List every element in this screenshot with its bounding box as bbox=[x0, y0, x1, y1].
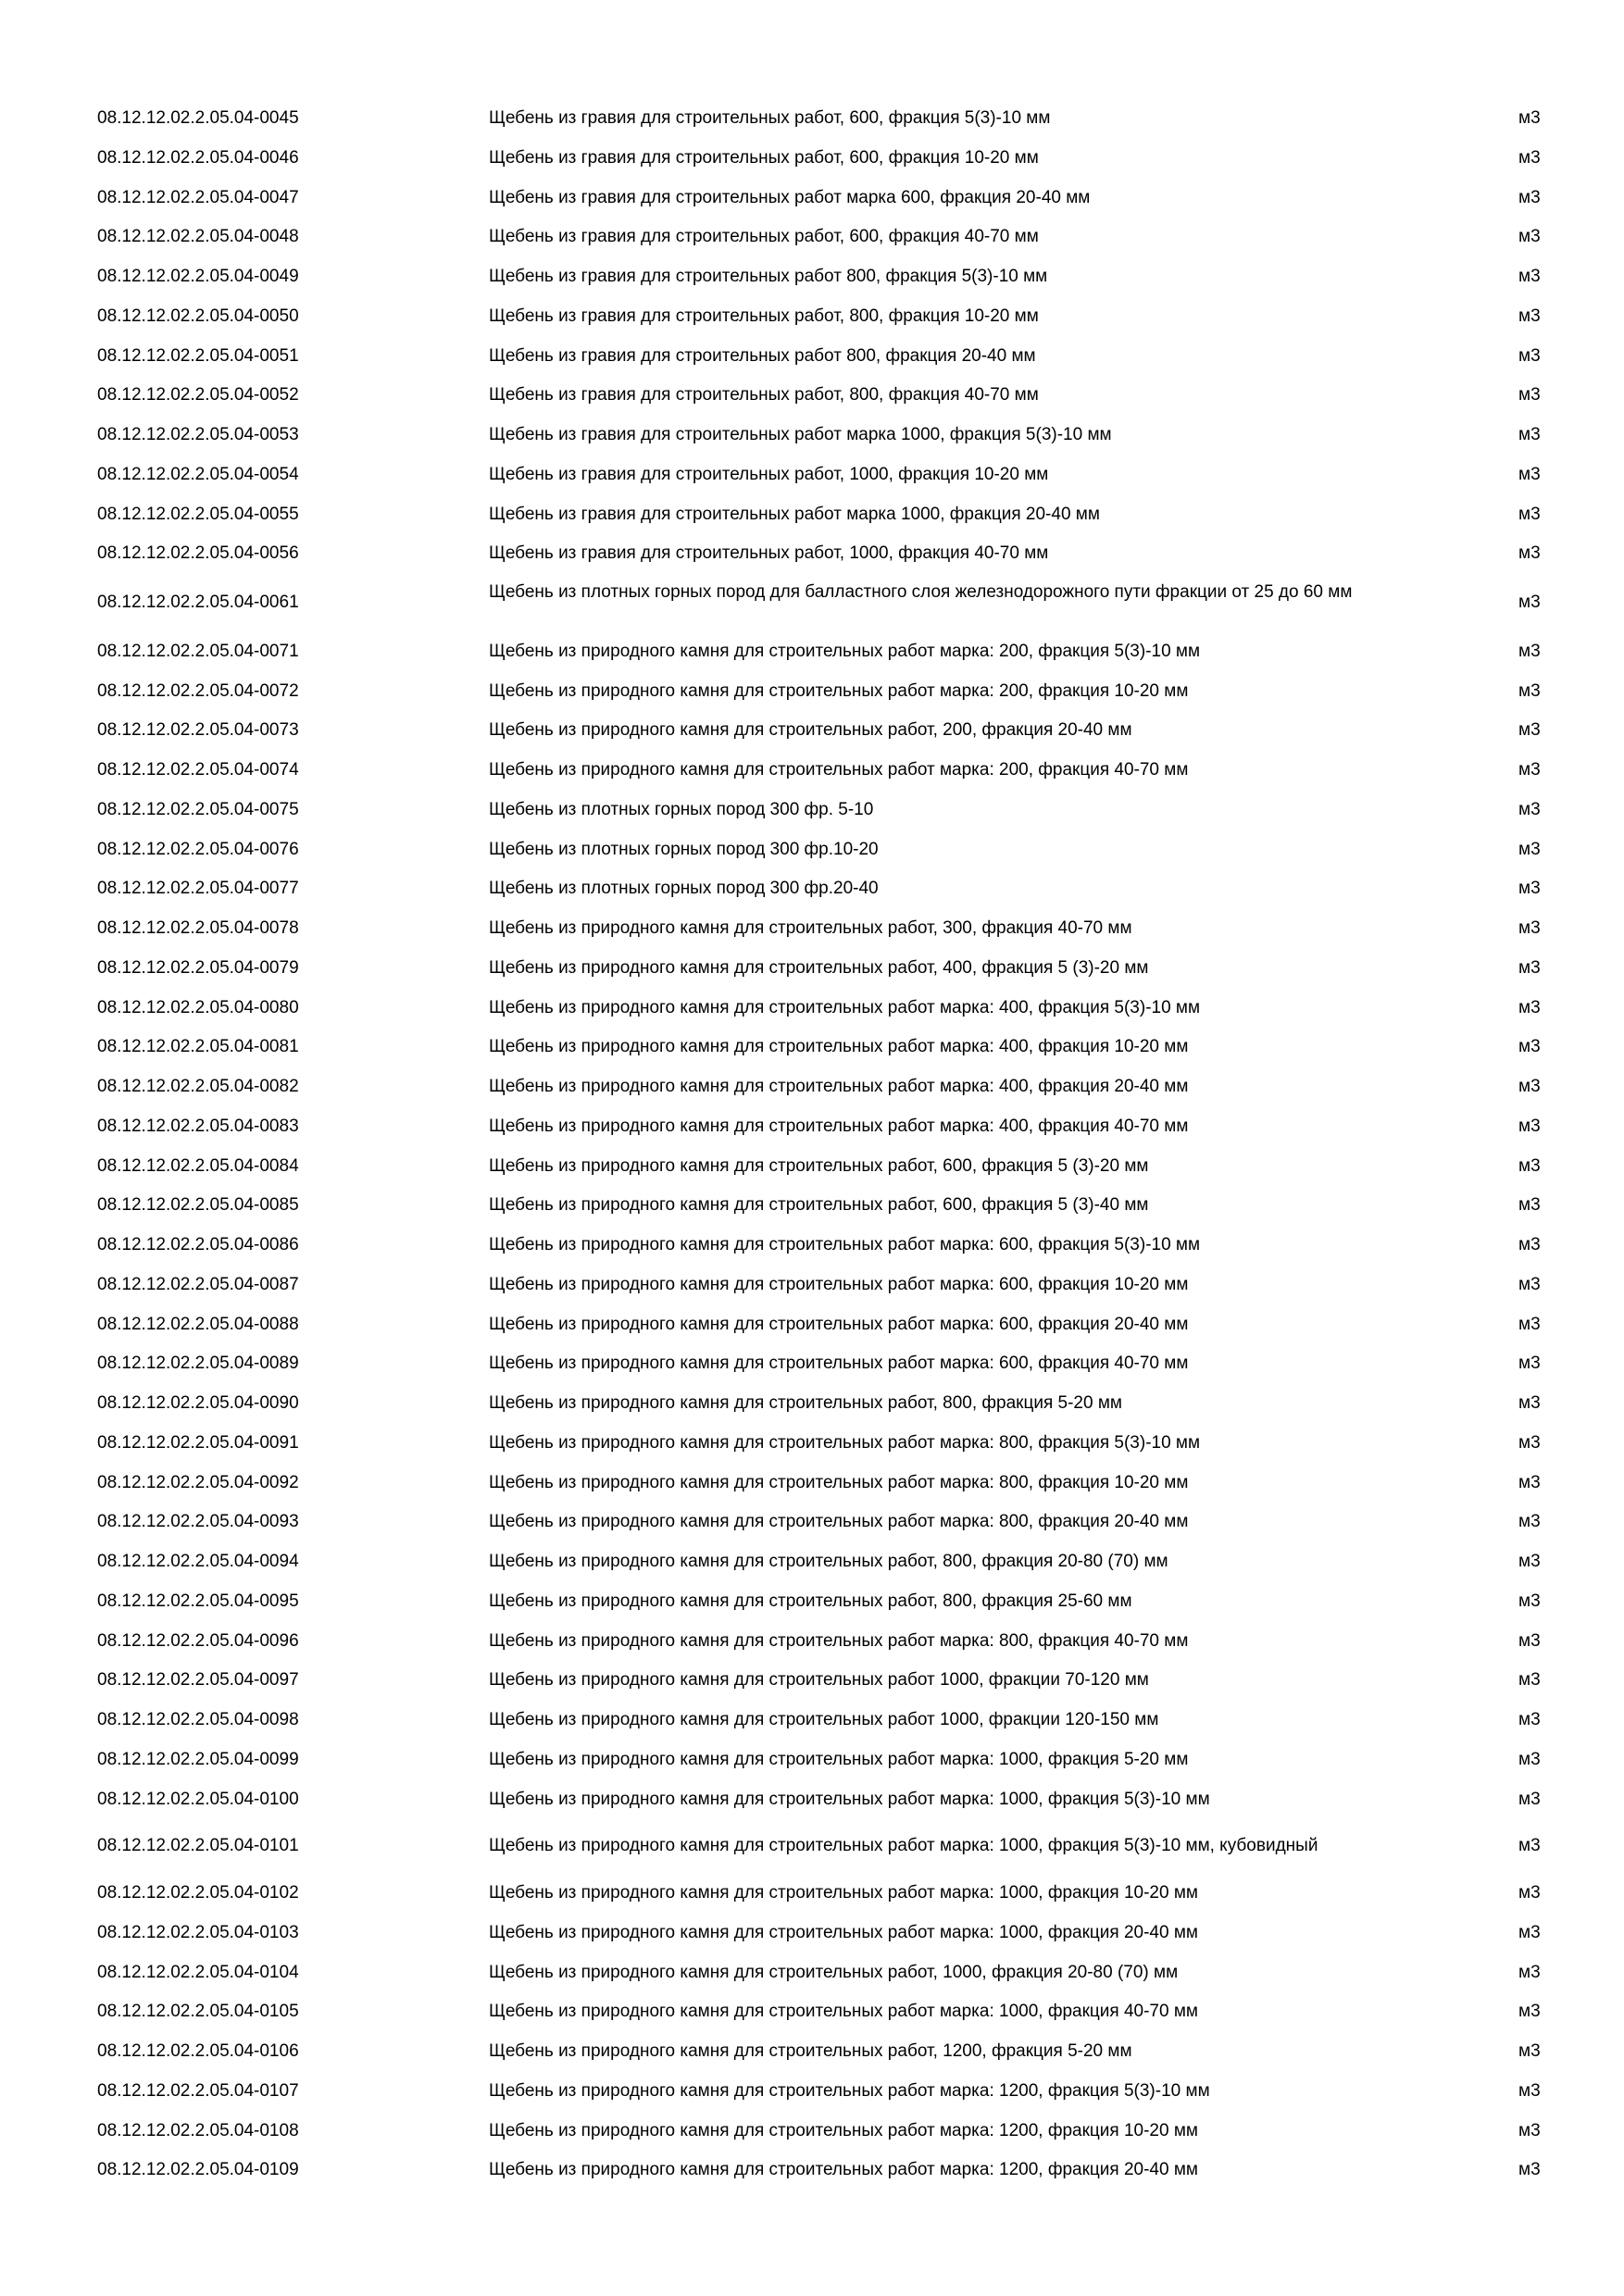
table-row bbox=[0, 582, 1624, 623]
item-code: 08.12.12.02.2.05.04-0087 bbox=[97, 1274, 299, 1294]
item-code: 08.12.12.02.2.05.04-0106 bbox=[97, 2041, 299, 2061]
table-row bbox=[0, 505, 1624, 525]
item-name: Щебень из гравия для строительных работ 800, фракция 5(3)-10 мм bbox=[489, 267, 1048, 286]
table-row bbox=[0, 1077, 1624, 1097]
item-unit: м3 bbox=[1518, 345, 1541, 366]
table-row bbox=[0, 2041, 1624, 2062]
table-row bbox=[0, 1631, 1624, 1652]
item-unit: м3 bbox=[1518, 1591, 1541, 1611]
item-unit: м3 bbox=[1518, 1922, 1541, 1942]
item-unit: м3 bbox=[1518, 425, 1541, 444]
table-row bbox=[0, 918, 1624, 939]
item-code: 08.12.12.02.2.05.04-0091 bbox=[97, 1432, 299, 1453]
item-unit: м3 bbox=[1518, 1037, 1541, 1057]
table-row bbox=[0, 1750, 1624, 1770]
item-unit: м3 bbox=[1518, 2041, 1541, 2061]
item-unit: м3 bbox=[1518, 1836, 1541, 1856]
table-row bbox=[0, 2121, 1624, 2141]
item-code: 08.12.12.02.2.05.04-0056 bbox=[97, 543, 299, 564]
item-name: Щебень из природного камня для строительных работ марка: 1000, фракция 10-20 мм bbox=[489, 1883, 1198, 1903]
item-name: Щебень из природного камня для строительных работ, 1000, фракция 20-80 (70) мм bbox=[489, 1962, 1179, 1982]
item-name: Щебень из природного камня для строительных работ марка: 600, фракция 40-70 мм bbox=[489, 1354, 1189, 1374]
item-unit: м3 bbox=[1518, 1883, 1541, 1903]
item-name: Щебень из природного камня для строительных работ марка: 1000, фракция 40-70 мм bbox=[489, 2002, 1198, 2022]
table-row bbox=[0, 681, 1624, 702]
item-code: 08.12.12.02.2.05.04-0074 bbox=[97, 760, 299, 780]
item-name: Щебень из природного камня для строительных работ марка: 1200, фракция 20-40 мм bbox=[489, 2160, 1198, 2180]
table-row bbox=[0, 1433, 1624, 1454]
item-unit: м3 bbox=[1518, 839, 1541, 859]
item-code: 08.12.12.02.2.05.04-0077 bbox=[97, 879, 299, 899]
item-code: 08.12.12.02.2.05.04-0072 bbox=[97, 680, 299, 701]
item-name: Щебень из природного камня для строительных работ марка: 200, фракция 10-20 мм bbox=[489, 680, 1189, 701]
item-name: Щебень из природного камня для строительных работ марка: 1200, фракция 10-20 мм bbox=[489, 2120, 1198, 2140]
item-unit: м3 bbox=[1518, 108, 1541, 128]
item-name: Щебень из плотных горных пород 300 фр. 5-10 bbox=[489, 799, 874, 819]
item-unit: м3 bbox=[1518, 1552, 1541, 1571]
item-code: 08.12.12.02.2.05.04-0097 bbox=[97, 1670, 299, 1691]
item-unit: м3 bbox=[1518, 879, 1541, 899]
item-unit: м3 bbox=[1518, 504, 1541, 524]
item-name: Щебень из природного камня для строительных работ марка: 200, фракция 5(3)-10 мм bbox=[489, 641, 1201, 661]
table-row bbox=[0, 1552, 1624, 1572]
item-unit: м3 bbox=[1518, 641, 1541, 661]
item-unit: м3 bbox=[1518, 1274, 1541, 1294]
item-name: Щебень из гравия для строительных работ, 800, фракция 40-70 мм bbox=[489, 385, 1039, 406]
item-name: Щебень из природного камня для строительных работ марка: 1000, фракция 5(3)-10 мм, кубовидный bbox=[489, 1836, 1318, 1856]
table-row bbox=[0, 543, 1624, 564]
item-name: Щебень из природного камня для строительных работ марка: 600, фракция 10-20 мм bbox=[489, 1274, 1189, 1294]
table-row bbox=[0, 958, 1624, 979]
item-unit: м3 bbox=[1518, 1789, 1541, 1809]
item-code: 08.12.12.02.2.05.04-0079 bbox=[97, 957, 299, 978]
item-name: Щебень из природного камня для строительных работ, 300, фракция 40-70 мм bbox=[489, 918, 1132, 938]
table-row bbox=[0, 1393, 1624, 1414]
item-unit: м3 bbox=[1518, 957, 1541, 978]
item-unit: м3 bbox=[1518, 1710, 1541, 1729]
table-row bbox=[0, 1670, 1624, 1691]
item-code: 08.12.12.02.2.05.04-0085 bbox=[97, 1195, 299, 1216]
table-row bbox=[0, 465, 1624, 485]
item-unit: м3 bbox=[1518, 1749, 1541, 1769]
item-code: 08.12.12.02.2.05.04-0103 bbox=[97, 1922, 299, 1942]
table-row bbox=[0, 1235, 1624, 1255]
item-unit: м3 bbox=[1518, 760, 1541, 780]
item-code: 08.12.12.02.2.05.04-0108 bbox=[97, 2120, 299, 2140]
item-code: 08.12.12.02.2.05.04-0088 bbox=[97, 1314, 299, 1334]
item-unit: м3 bbox=[1518, 1670, 1541, 1691]
item-unit: м3 bbox=[1518, 2002, 1541, 2022]
table-row bbox=[0, 1195, 1624, 1216]
item-name: Щебень из природного камня для строительных работ марка: 800, фракция 10-20 мм bbox=[489, 1472, 1189, 1492]
item-code: 08.12.12.02.2.05.04-0093 bbox=[97, 1512, 299, 1532]
item-code: 08.12.12.02.2.05.04-0090 bbox=[97, 1393, 299, 1413]
item-name: Щебень из плотных горных пород 300 фр.10-20 bbox=[489, 839, 879, 859]
item-unit: м3 bbox=[1518, 147, 1541, 168]
table-row bbox=[0, 1591, 1624, 1612]
table-row bbox=[0, 1836, 1624, 1856]
table-row bbox=[0, 1354, 1624, 1374]
item-name: Щебень из гравия для строительных работ марка 1000, фракция 20-40 мм bbox=[489, 504, 1100, 524]
table-row bbox=[0, 188, 1624, 208]
table-row bbox=[0, 1710, 1624, 1730]
table-row bbox=[0, 1923, 1624, 1943]
item-name: Щебень из природного камня для строительных работ марка: 800, фракция 20-40 мм bbox=[489, 1512, 1189, 1532]
item-name: Щебень из гравия для строительных работ 800, фракция 20-40 мм bbox=[489, 345, 1036, 366]
item-unit: м3 bbox=[1518, 1354, 1541, 1374]
item-name: Щебень из природного камня для строительных работ марка: 400, фракция 10-20 мм bbox=[489, 1037, 1189, 1057]
item-name: Щебень из природного камня для строительных работ марка: 200, фракция 40-70 мм bbox=[489, 760, 1189, 780]
item-unit: м3 bbox=[1518, 1077, 1541, 1096]
item-code: 08.12.12.02.2.05.04-0053 bbox=[97, 425, 299, 444]
item-unit: м3 bbox=[1518, 1195, 1541, 1216]
item-name: Щебень из природного камня для строительных работ 1000, фракции 120-150 мм bbox=[489, 1710, 1159, 1729]
table-row bbox=[0, 385, 1624, 406]
item-name: Щебень из природного камня для строительных работ, 800, фракция 5-20 мм bbox=[489, 1393, 1122, 1413]
table-row bbox=[0, 2081, 1624, 2102]
table-row bbox=[0, 1117, 1624, 1137]
item-name: Щебень из гравия для строительных работ марка 600, фракция 20-40 мм bbox=[489, 187, 1091, 207]
item-name: Щебень из природного камня для строительных работ, 600, фракция 5 (3)-20 мм bbox=[489, 1155, 1149, 1176]
item-unit: м3 bbox=[1518, 187, 1541, 207]
table-row bbox=[0, 642, 1624, 662]
item-name: Щебень из природного камня для строительных работ, 600, фракция 5 (3)-40 мм bbox=[489, 1195, 1149, 1216]
item-name: Щебень из плотных горных пород для балластного слоя железнодорожного пути фракции от 25 до 60 мм bbox=[489, 582, 1353, 602]
item-name: Щебень из природного камня для строительных работ марка: 1000, фракция 5-20 мм bbox=[489, 1749, 1189, 1769]
table-row bbox=[0, 879, 1624, 899]
item-code: 08.12.12.02.2.05.04-0092 bbox=[97, 1472, 299, 1492]
item-unit: м3 bbox=[1518, 593, 1541, 612]
item-unit: м3 bbox=[1518, 464, 1541, 484]
item-code: 08.12.12.02.2.05.04-0104 bbox=[97, 1962, 299, 1982]
item-code: 08.12.12.02.2.05.04-0098 bbox=[97, 1710, 299, 1729]
table-row bbox=[0, 1315, 1624, 1335]
item-unit: м3 bbox=[1518, 1512, 1541, 1532]
item-unit: м3 bbox=[1518, 918, 1541, 938]
item-name: Щебень из природного камня для строительных работ марка: 1200, фракция 5(3)-10 мм bbox=[489, 2080, 1210, 2101]
item-code: 08.12.12.02.2.05.04-0089 bbox=[97, 1354, 299, 1374]
table-row bbox=[0, 800, 1624, 820]
table-row bbox=[0, 1156, 1624, 1177]
table-row bbox=[0, 346, 1624, 367]
item-unit: м3 bbox=[1518, 306, 1541, 326]
item-code: 08.12.12.02.2.05.04-0083 bbox=[97, 1116, 299, 1136]
table-row bbox=[0, 108, 1624, 129]
item-name: Щебень из гравия для строительных работ, 600, фракция 10-20 мм bbox=[489, 147, 1039, 168]
item-name: Щебень из гравия для строительных работ, 1000, фракция 40-70 мм bbox=[489, 543, 1049, 564]
item-name: Щебень из гравия для строительных работ, 600, фракция 40-70 мм bbox=[489, 227, 1039, 247]
item-name: Щебень из природного камня для строительных работ марка: 600, фракция 5(3)-10 мм bbox=[489, 1235, 1201, 1254]
table-row bbox=[0, 720, 1624, 741]
item-code: 08.12.12.02.2.05.04-0095 bbox=[97, 1591, 299, 1611]
table-row bbox=[0, 2002, 1624, 2022]
item-code: 08.12.12.02.2.05.04-0096 bbox=[97, 1630, 299, 1651]
item-code: 08.12.12.02.2.05.04-0099 bbox=[97, 1749, 299, 1769]
table-row bbox=[0, 1037, 1624, 1057]
item-code: 08.12.12.02.2.05.04-0101 bbox=[97, 1836, 299, 1856]
item-name: Щебень из природного камня для строительных работ марка: 1000, фракция 20-40 мм bbox=[489, 1922, 1198, 1942]
item-code: 08.12.12.02.2.05.04-0050 bbox=[97, 306, 299, 326]
item-code: 08.12.12.02.2.05.04-0073 bbox=[97, 720, 299, 741]
item-code: 08.12.12.02.2.05.04-0094 bbox=[97, 1552, 299, 1571]
item-unit: м3 bbox=[1518, 1116, 1541, 1136]
item-unit: м3 bbox=[1518, 1393, 1541, 1413]
item-unit: м3 bbox=[1518, 799, 1541, 819]
item-name: Щебень из гравия для строительных работ марка 1000, фракция 5(3)-10 мм bbox=[489, 425, 1112, 444]
item-code: 08.12.12.02.2.05.04-0081 bbox=[97, 1037, 299, 1057]
table-row bbox=[0, 1512, 1624, 1532]
item-unit: м3 bbox=[1518, 1962, 1541, 1982]
item-name: Щебень из гравия для строительных работ, 800, фракция 10-20 мм bbox=[489, 306, 1039, 326]
item-name: Щебень из гравия для строительных работ, 1000, фракция 10-20 мм bbox=[489, 464, 1049, 484]
item-unit: м3 bbox=[1518, 1314, 1541, 1334]
item-code: 08.12.12.02.2.05.04-0045 bbox=[97, 108, 299, 128]
table-row bbox=[0, 148, 1624, 168]
item-code: 08.12.12.02.2.05.04-0052 bbox=[97, 385, 299, 406]
item-code: 08.12.12.02.2.05.04-0080 bbox=[97, 997, 299, 1017]
item-code: 08.12.12.02.2.05.04-0086 bbox=[97, 1235, 299, 1254]
item-code: 08.12.12.02.2.05.04-0082 bbox=[97, 1077, 299, 1096]
item-code: 08.12.12.02.2.05.04-0107 bbox=[97, 2080, 299, 2101]
item-name: Щебень из природного камня для строительных работ марка: 800, фракция 40-70 мм bbox=[489, 1630, 1189, 1651]
item-code: 08.12.12.02.2.05.04-0046 bbox=[97, 147, 299, 168]
item-code: 08.12.12.02.2.05.04-0084 bbox=[97, 1155, 299, 1176]
table-row bbox=[0, 760, 1624, 780]
item-code: 08.12.12.02.2.05.04-0075 bbox=[97, 799, 299, 819]
table-row bbox=[0, 306, 1624, 327]
item-code: 08.12.12.02.2.05.04-0054 bbox=[97, 464, 299, 484]
item-unit: м3 bbox=[1518, 1432, 1541, 1453]
table-row bbox=[0, 425, 1624, 445]
item-code: 08.12.12.02.2.05.04-0076 bbox=[97, 839, 299, 859]
item-code: 08.12.12.02.2.05.04-0109 bbox=[97, 2160, 299, 2180]
table-row bbox=[0, 840, 1624, 860]
item-unit: м3 bbox=[1518, 385, 1541, 406]
item-code: 08.12.12.02.2.05.04-0105 bbox=[97, 2002, 299, 2022]
item-code: 08.12.12.02.2.05.04-0048 bbox=[97, 227, 299, 247]
item-code: 08.12.12.02.2.05.04-0100 bbox=[97, 1789, 299, 1809]
item-name: Щебень из природного камня для строительных работ марка: 400, фракция 20-40 мм bbox=[489, 1077, 1189, 1096]
item-unit: м3 bbox=[1518, 1235, 1541, 1254]
table-row bbox=[0, 267, 1624, 287]
table-row bbox=[0, 2160, 1624, 2180]
item-name: Щебень из природного камня для строительных работ, 800, фракция 25-60 мм bbox=[489, 1591, 1132, 1611]
table-row bbox=[0, 998, 1624, 1018]
item-code: 08.12.12.02.2.05.04-0078 bbox=[97, 918, 299, 938]
item-code: 08.12.12.02.2.05.04-0055 bbox=[97, 504, 299, 524]
item-code: 08.12.12.02.2.05.04-0071 bbox=[97, 641, 299, 661]
item-code: 08.12.12.02.2.05.04-0102 bbox=[97, 1883, 299, 1903]
item-name: Щебень из природного камня для строительных работ марка: 400, фракция 40-70 мм bbox=[489, 1116, 1189, 1136]
item-unit: м3 bbox=[1518, 1630, 1541, 1651]
item-name: Щебень из природного камня для строительных работ марка: 600, фракция 20-40 мм bbox=[489, 1314, 1189, 1334]
item-name: Щебень из гравия для строительных работ, 600, фракция 5(3)-10 мм bbox=[489, 108, 1051, 128]
item-unit: м3 bbox=[1518, 227, 1541, 247]
item-unit: м3 bbox=[1518, 267, 1541, 286]
item-name: Щебень из природного камня для строительных работ, 400, фракция 5 (3)-20 мм bbox=[489, 957, 1149, 978]
item-unit: м3 bbox=[1518, 2120, 1541, 2140]
item-code: 08.12.12.02.2.05.04-0061 bbox=[97, 593, 299, 612]
item-name: Щебень из природного камня для строительных работ, 200, фракция 20-40 мм bbox=[489, 720, 1132, 741]
table-row bbox=[0, 227, 1624, 247]
item-code: 08.12.12.02.2.05.04-0051 bbox=[97, 345, 299, 366]
item-unit: м3 bbox=[1518, 2160, 1541, 2180]
item-unit: м3 bbox=[1518, 1155, 1541, 1176]
item-name: Щебень из природного камня для строительных работ, 800, фракция 20-80 (70) мм bbox=[489, 1552, 1168, 1571]
table-row bbox=[0, 1883, 1624, 1903]
table-row bbox=[0, 1275, 1624, 1295]
item-name: Щебень из природного камня для строительных работ, 1200, фракция 5-20 мм bbox=[489, 2041, 1132, 2061]
item-name: Щебень из природного камня для строительных работ марка: 1000, фракция 5(3)-10 мм bbox=[489, 1789, 1210, 1809]
item-name: Щебень из плотных горных пород 300 фр.20-40 bbox=[489, 879, 879, 899]
table-row bbox=[0, 1790, 1624, 1810]
item-unit: м3 bbox=[1518, 2080, 1541, 2101]
item-unit: м3 bbox=[1518, 997, 1541, 1017]
item-unit: м3 bbox=[1518, 1472, 1541, 1492]
item-unit: м3 bbox=[1518, 680, 1541, 701]
item-unit: м3 bbox=[1518, 543, 1541, 564]
item-code: 08.12.12.02.2.05.04-0049 bbox=[97, 267, 299, 286]
table-row bbox=[0, 1963, 1624, 1983]
table-row bbox=[0, 1473, 1624, 1493]
item-code: 08.12.12.02.2.05.04-0047 bbox=[97, 187, 299, 207]
item-unit: м3 bbox=[1518, 720, 1541, 741]
item-name: Щебень из природного камня для строительных работ 1000, фракции 70-120 мм bbox=[489, 1670, 1149, 1691]
item-name: Щебень из природного камня для строительных работ марка: 800, фракция 5(3)-10 мм bbox=[489, 1432, 1201, 1453]
item-name: Щебень из природного камня для строительных работ марка: 400, фракция 5(3)-10 мм bbox=[489, 997, 1201, 1017]
